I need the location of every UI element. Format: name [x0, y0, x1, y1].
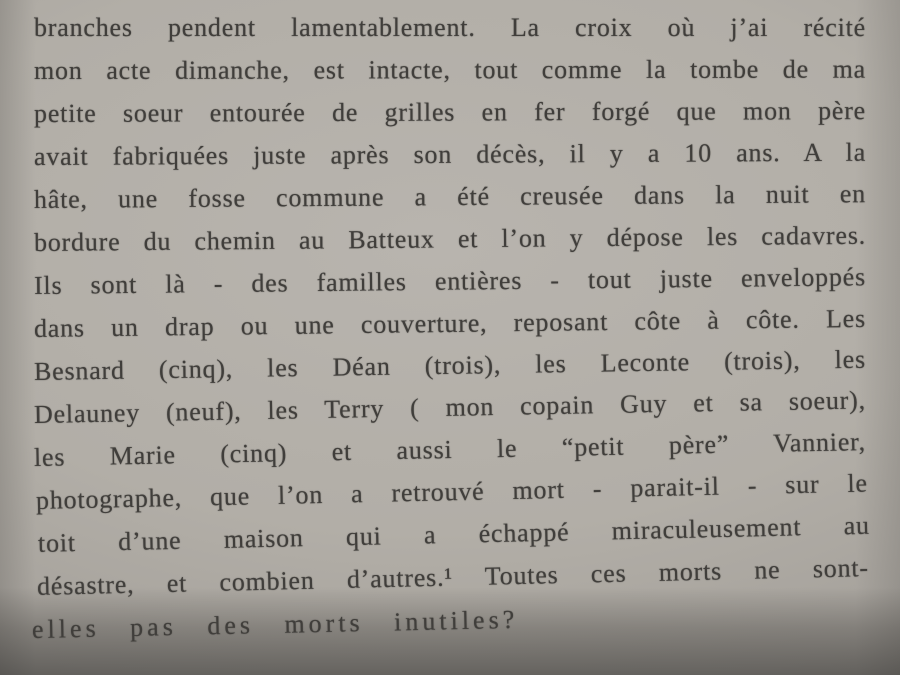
text-line: toit d’une maison qui a échappé miraculeusement au — [37, 510, 871, 558]
text-line: avait fabriquées juste après son décès, il y a 10 ans. A la — [33, 137, 867, 171]
text-line: dans un drap ou une couverture, reposant côte à côte. Les — [33, 303, 867, 343]
text-line: petite soeur entourée de grilles en fer forgé que mon père — [33, 96, 867, 128]
text-line: Ils sont là - des familles entières - tout juste enveloppés — [33, 262, 867, 300]
text-line: les Marie (cinq) et aussi le “petit père” Vannier, — [33, 427, 867, 472]
text-line: Delauney (neuf), les Terry ( mon copain Guy et sa soeur), — [33, 385, 867, 429]
page-text — [31, 6, 871, 651]
text-line: désastre, et combien d’autres.¹ Toutes ces morts ne sont- — [36, 553, 870, 601]
text-line: elles pas des morts inutiles? — [31, 604, 519, 645]
text-line: Besnard (cinq), les Déan (trois), les Leconte (trois), les — [33, 344, 867, 386]
text-line: branches pendent lamentablement. La croix où j’ai récité — [34, 13, 866, 42]
text-line: photographe, que l’on a retrouvé mort - parait-il - sur le — [35, 468, 869, 515]
text-line: mon acte dimanche, est intacte, tout comme la tombe de ma — [33, 54, 867, 85]
text-line: hâte, une fosse commune a été creusée dans la nuit en — [33, 179, 867, 214]
text-line: bordure du chemin au Batteux et l’on y dépose les cadavres. — [33, 220, 867, 257]
